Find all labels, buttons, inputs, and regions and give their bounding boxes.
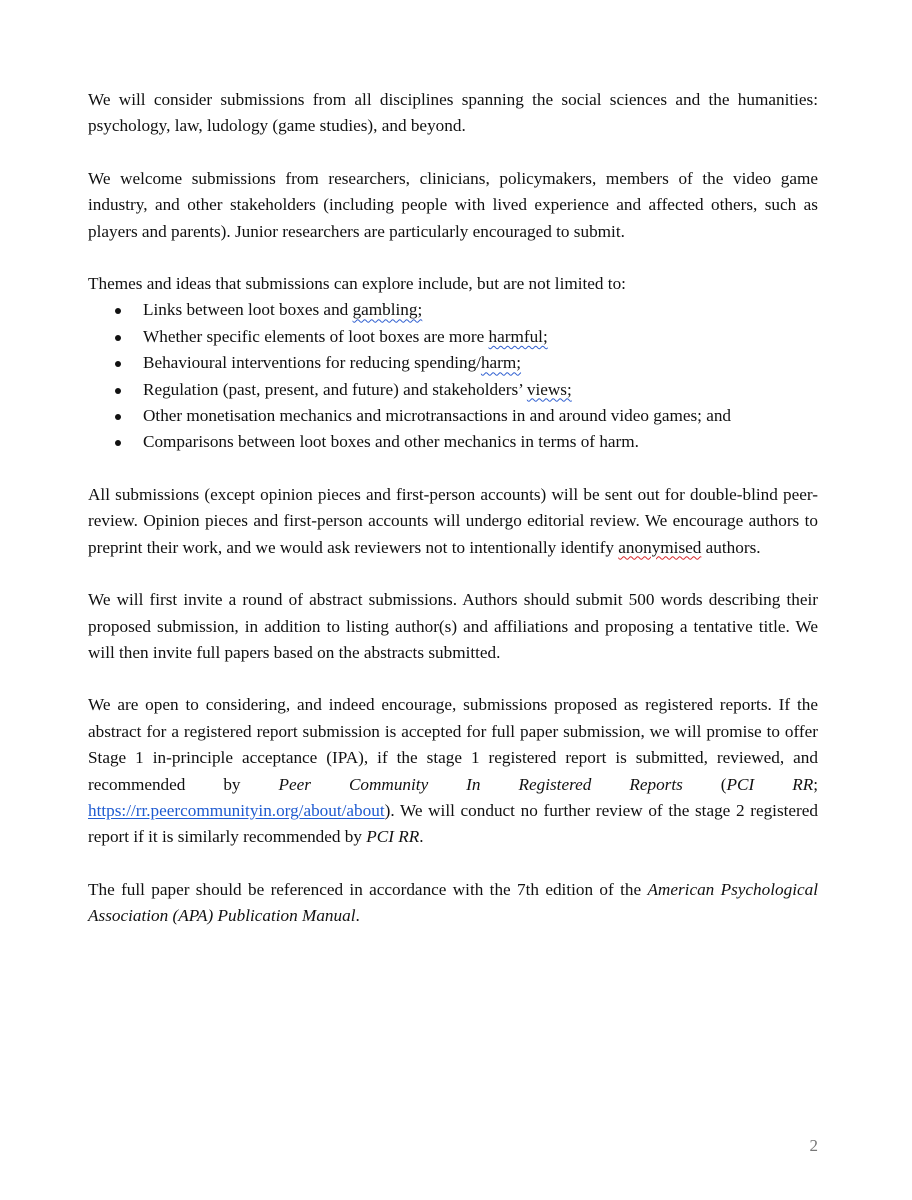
references-text: The full paper should be referenced in accordance with the 7th edition of the <box>88 879 648 899</box>
grammar-flagged-word[interactable]: views; <box>526 379 572 399</box>
paragraph-registered-reports <box>88 692 818 850</box>
list-item <box>88 297 818 323</box>
list-item <box>88 377 818 403</box>
rr-text: ; <box>813 774 818 794</box>
bullet-icon <box>115 361 121 367</box>
list-item <box>88 429 818 455</box>
list-item <box>88 324 818 350</box>
grammar-flagged-word[interactable]: harmful; <box>488 326 548 346</box>
rr-text: ). We will conduct no further review of the stage 2 registered report if it is similarly recommended by <box>88 800 818 847</box>
bullet-icon <box>115 388 121 394</box>
list-item-text: Behavioural interventions for reducing spending/ <box>143 353 481 373</box>
list-item-text: Comparisons between loot boxes and other mechanics in terms of harm. <box>143 432 639 452</box>
paragraph-disciplines: We will consider submissions from all disciplines spanning the social sciences and the humanities: psychology, law, ludology (game studies), and beyond. <box>88 90 818 136</box>
grammar-flagged-word[interactable]: harm; <box>480 353 522 373</box>
list-item-text: Whether specific elements of loot boxes are more <box>143 326 489 346</box>
list-item-text: Links between loot boxes and <box>143 300 353 320</box>
pci-rr-name: Peer Community In Registered Reports <box>278 774 683 794</box>
paragraph-welcome: We welcome submissions from researchers, clinicians, policymakers, members of the video game industry, and other stakeholders (including people with lived experience and affected others, such as players and parents). Junior researchers are particularly encouraged to submit. <box>88 168 818 241</box>
bullet-icon <box>115 308 121 314</box>
rr-text: We are open to considering, and indeed encourage, submissions proposed as registered reports. If the abstract for a registered report submission is accepted for full paper submission, we will promise to offer Stage 1 in-principle acceptance (IPA), if the stage 1 registered report is submitted, reviewed, and recommended by <box>88 695 818 794</box>
references-text: . <box>355 906 360 926</box>
pci-rr-link[interactable]: https://rr.peercommunityin.org/about/about <box>88 800 385 820</box>
paragraph-references <box>88 877 818 930</box>
rr-text: ( <box>682 774 727 794</box>
paragraph-review-process <box>88 482 818 561</box>
bullet-icon <box>115 335 121 341</box>
document-page <box>88 87 818 956</box>
list-item-text: Regulation (past, present, and future) and stakeholders’ <box>143 379 527 399</box>
paragraph-abstracts: We will first invite a round of abstract submissions. Authors should submit 500 words describing their proposed submission, in addition to listing author(s) and affiliations and proposing a tentative title. We will then invite full papers based on the abstracts submitted. <box>88 590 818 662</box>
rr-text: . <box>419 827 424 847</box>
list-item <box>88 403 818 429</box>
page-number: 2 <box>809 1136 818 1155</box>
pci-rr-abbr: PCI RR <box>726 774 814 794</box>
bullet-icon <box>115 414 121 420</box>
list-item <box>88 350 818 376</box>
themes-list <box>88 297 818 455</box>
bullet-icon <box>115 440 121 446</box>
apa-manual-title: American Psychological Association (APA) Publication Manual <box>88 879 818 926</box>
grammar-flagged-word[interactable]: gambling; <box>352 300 423 320</box>
list-item-text: Other monetisation mechanics and microtransactions in and around video games; and <box>143 406 732 426</box>
spelling-flagged-word[interactable]: anonymised <box>618 537 702 557</box>
review-text: All submissions (except opinion pieces and first-person accounts) will be sent out for double-blind peer-review. Opinion pieces and first-person accounts will undergo editorial review. We encourage authors to preprint their work, and we would ask reviewers not to intentionally identify <box>88 484 818 557</box>
paragraph-themes-intro: Themes and ideas that submissions can explore include, but are not limited to: <box>88 274 626 294</box>
pci-rr-abbr: PCI RR <box>366 827 420 847</box>
review-text-end: authors. <box>701 537 761 557</box>
